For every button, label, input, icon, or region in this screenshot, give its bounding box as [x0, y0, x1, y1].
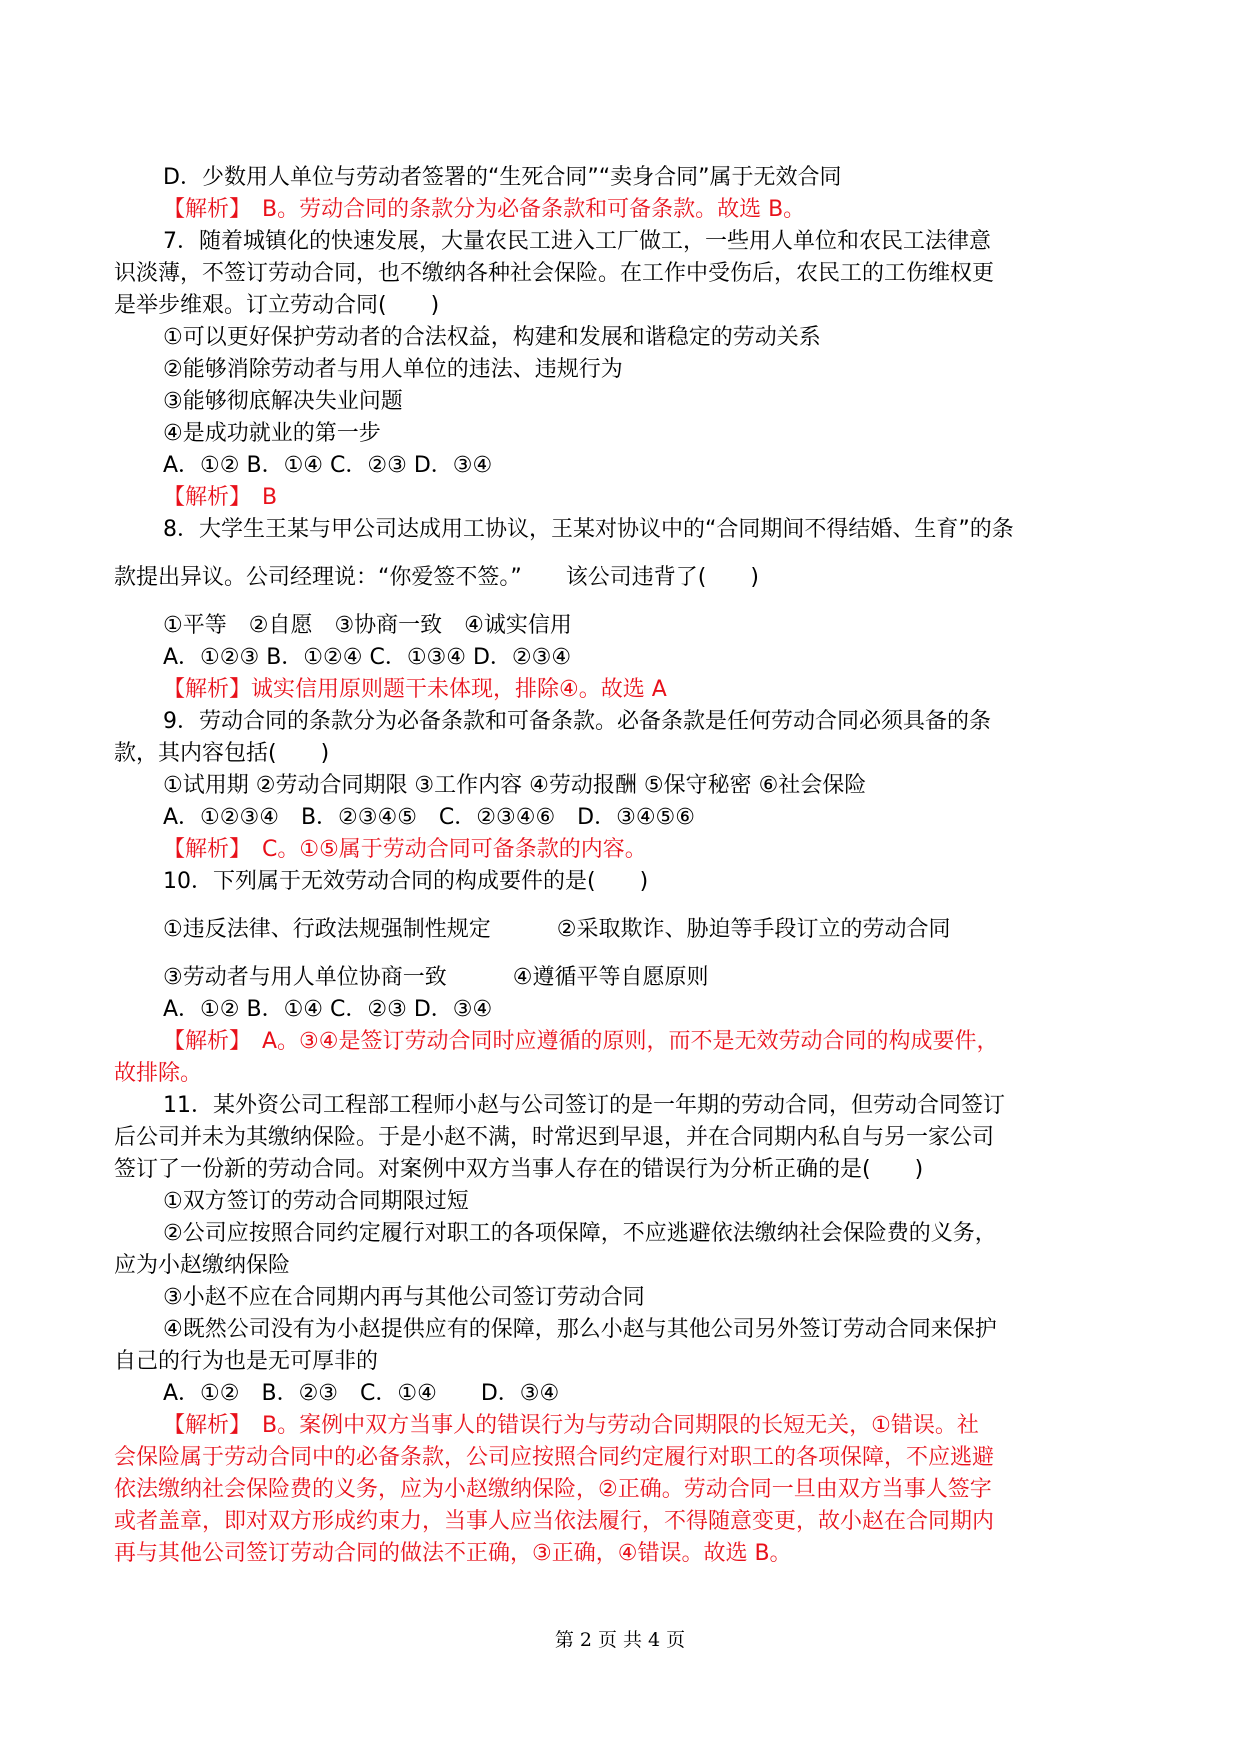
answer-line: 【解析】诚实信用原则题干未体现，排除④。故选 A: [163, 677, 667, 702]
answer-line: 【解析】 B: [163, 485, 278, 510]
text-line: 7．随着城镇化的快速发展，大量农民工进入工厂做工，一些用人单位和农民工法律意: [163, 229, 991, 254]
text-line: ②能够消除劳动者与用人单位的违法、违规行为: [163, 357, 623, 382]
text-line: 签订了一份新的劳动合同。对案例中双方当事人存在的错误行为分析正确的是( ): [114, 1157, 924, 1182]
text-line: 自己的行为也是无可厚非的: [114, 1349, 379, 1374]
text-line: 8．大学生王某与甲公司达成用工协议，王某对协议中的“合同期间不得结婚、生育”的条: [163, 517, 1014, 542]
text-line: A．①② B．①④ C．②③ D．③④: [163, 997, 493, 1022]
answer-line: 故排除。: [114, 1061, 203, 1086]
text-line: A．①② B．②③ C．①④ D．③④: [163, 1381, 560, 1406]
text-line: ④既然公司没有为小赵提供应有的保障，那么小赵与其他公司另外签订劳动合同来保护: [163, 1317, 997, 1342]
text-line: 后公司并未为其缴纳保险。于是小赵不满，时常迟到早退，并在合同期内私自与另一家公司: [114, 1125, 995, 1150]
text-line: 款，其内容包括( ): [114, 741, 330, 766]
text-line: 10．下列属于无效劳动合同的构成要件的是( ): [163, 869, 649, 894]
answer-line: 会保险属于劳动合同中的必备条款，公司应按照合同约定履行对职工的各项保障，不应逃避: [114, 1445, 995, 1470]
text-line: ①违反法律、行政法规强制性规定 ②采取欺诈、胁迫等手段订立的劳动合同: [163, 917, 951, 942]
answer-line: 再与其他公司签订劳动合同的做法不正确，③正确，④错误。故选 B。: [114, 1541, 792, 1566]
text-line: 11．某外资公司工程部工程师小赵与公司签订的是一年期的劳动合同，但劳动合同签订: [163, 1093, 1005, 1118]
text-line: ③劳动者与用人单位协商一致 ④遵循平等自愿原则: [163, 965, 709, 990]
text-line: A．①② B．①④ C．②③ D．③④: [163, 453, 493, 478]
page-footer: 第 2 页 共 4 页: [554, 1629, 686, 1651]
text-line: D．少数用人单位与劳动者签署的“生死合同”“卖身合同”属于无效合同: [163, 165, 842, 190]
text-line: ①平等 ②自愿 ③协商一致 ④诚实信用: [163, 613, 572, 638]
text-line: 是举步维艰。订立劳动合同( ): [114, 293, 440, 318]
answer-line: 【解析】 C。①⑤属于劳动合同可备条款的内容。: [163, 837, 647, 862]
answer-line: 【解析】 A。③④是签订劳动合同时应遵循的原则，而不是无效劳动合同的构成要件，: [163, 1029, 999, 1054]
text-line: 9．劳动合同的条款分为必备条款和可备条款。必备条款是任何劳动合同必须具备的条: [163, 709, 991, 734]
text-line: A．①②③ B．①②④ C．①③④ D．②③④: [163, 645, 572, 670]
text-line: 应为小赵缴纳保险: [114, 1253, 291, 1278]
text-line: 识淡薄，不签订劳动合同，也不缴纳各种社会保险。在工作中受伤后，农民工的工伤维权更: [114, 261, 995, 286]
answer-line: 或者盖章，即对双方形成约束力，当事人应当依法履行，不得随意变更，故小赵在合同期内: [114, 1509, 995, 1534]
text-line: ②公司应按照合同约定履行对职工的各项保障，不应逃避依法缴纳社会保险费的义务，: [163, 1221, 997, 1246]
text-line: ①可以更好保护劳动者的合法权益，构建和发展和谐稳定的劳动关系: [163, 325, 821, 350]
text-line: ③能够彻底解决失业问题: [163, 389, 403, 414]
text-line: 款提出异议。公司经理说：“你爱签不签。” 该公司违背了( ): [114, 565, 759, 590]
text-line: ③小赵不应在合同期内再与其他公司签订劳动合同: [163, 1285, 645, 1310]
answer-line: 依法缴纳社会保险费的义务，应为小赵缴纳保险，②正确。劳动合同一旦由双方当事人签字: [114, 1477, 992, 1502]
text-line: ④是成功就业的第一步: [163, 421, 381, 446]
text-line: A．①②③④ B．②③④⑤ C．②③④⑥ D．③④⑤⑥: [163, 805, 696, 830]
answer-line: 【解析】 B。案例中双方当事人的错误行为与劳动合同期限的长短无关，①错误。社: [163, 1413, 979, 1438]
answer-line: 【解析】 B。劳动合同的条款分为必备条款和可备条款。故选 B。: [163, 197, 806, 222]
text-line: ①试用期 ②劳动合同期限 ③工作内容 ④劳动报酬 ⑤保守秘密 ⑥社会保险: [163, 773, 867, 798]
text-line: ①双方签订的劳动合同期限过短: [163, 1189, 469, 1214]
